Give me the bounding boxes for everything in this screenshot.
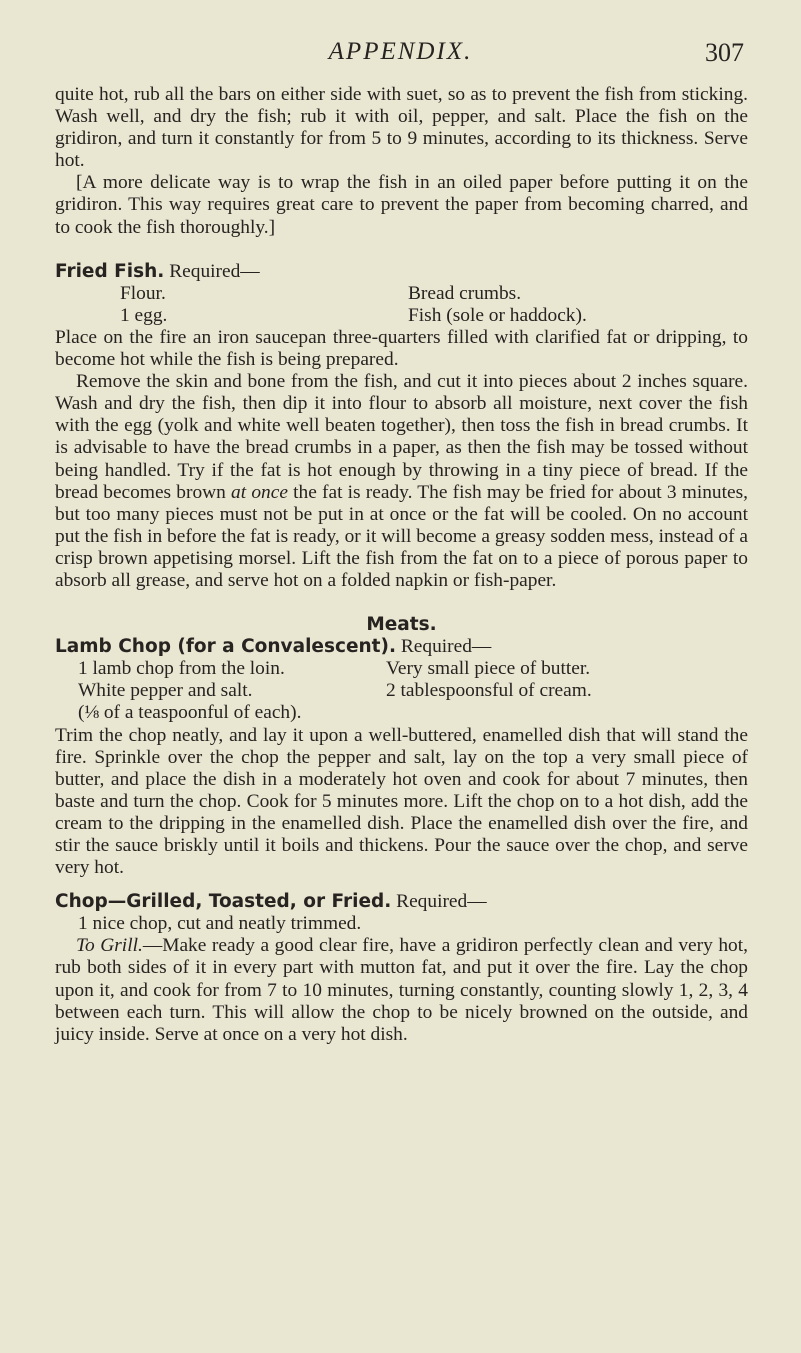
page-number: 307 bbox=[705, 38, 744, 67]
to-grill-label: To Grill. bbox=[76, 935, 143, 957]
lamb-chop-title: Lamb Chop (for a Convalescent). bbox=[55, 636, 396, 658]
ingredient-left: Flour. bbox=[120, 282, 166, 304]
lamb-chop-required: Required— bbox=[400, 636, 492, 658]
running-head: APPENDIX. bbox=[328, 38, 473, 65]
ingredient-right: Bread crumbs. bbox=[408, 282, 522, 304]
chop-grill-paragraph: To Grill.—Make ready a good clear fire, have a gridiron perfectly clean and very hot, rub both sides of it in every part with mutton fat, and put it over the fire. Lay the chop upon it, and cook for from 7 to 10 minutes, turning constantly, counting slowly 1, 2, 3, 4 between each turn. This will allow the chop to be nicely browned on the outside, and juicy inside. Serve at once on a very hot dish. bbox=[55, 935, 748, 1045]
fried-fish-paragraph-2: Remove the skin and bone from the fish, and cut it into pieces about 2 inches square. Wash and dry the fish, then dip it into flour to absorb all moisture, next cover the fish with the egg (yolk and white well beaten together), then toss the fish in bread crumbs. It is advisable to have the bread crumbs in a paper, as then the fish may be tossed without being handled. Try if the fat is hot enough by throwing in a tiny piece of bread. If the bread becomes brown at once the fat is ready. The fish may be fried for about 3 minutes, but too many pieces must not be put in at once or the fat will be cooled. On no account put the fish in before the fat is ready, or it will become a greasy sodden mess, instead of a crisp brown appetising morsel. Lift the fish from the fat on to a piece of porous paper to absorb all grease, and serve hot on a folded napkin or fish-paper. bbox=[55, 371, 749, 591]
intro-note-paragraph: [A more delicate way is to wrap the fish in an oiled paper before putting it on the gridiron. This way requires great care to prevent the paper from becoming charred, and to cook the fish thoroughly.] bbox=[55, 172, 748, 238]
fried-fish-ingredient-row bbox=[55, 283, 748, 305]
fried-fish-paragraph-1: Place on the fire an iron saucepan three-quarters filled with clarified fat or dripping, to become hot while the fish is being prepared. bbox=[55, 326, 748, 371]
intro-paragraph: quite hot, rub all the bars on either side with suet, so as to prevent the fish from sticking. Wash well, and dry the fish; rub it with oil, pepper, and salt. Place the fish on the gridiron, and turn it constantly for from 5 to 9 minutes, according to its thickness. Serve hot. bbox=[55, 84, 748, 172]
ingredient-left: White pepper and salt. bbox=[78, 680, 253, 702]
ingredient-right: Very small piece of butter. bbox=[386, 658, 591, 680]
fried-fish-title: Fried Fish. bbox=[55, 260, 165, 282]
chop-required: Required— bbox=[396, 891, 487, 913]
meats-section-title: Meats. bbox=[366, 614, 437, 636]
fried-fish-ingredient-row bbox=[55, 305, 748, 327]
lamb-chop-ingredient-row bbox=[55, 680, 748, 702]
emphasis-at-once: at once bbox=[231, 481, 288, 503]
page-header bbox=[0, 34, 801, 74]
lamb-chop-heading bbox=[55, 636, 748, 658]
ingredient-left: 1 egg. bbox=[120, 304, 168, 326]
ingredient-left: 1 lamb chop from the loin. bbox=[78, 658, 285, 680]
ingredient-right: Fish (sole or haddock). bbox=[408, 304, 587, 326]
chop-ingredient: 1 nice chop, cut and neatly trimmed. bbox=[78, 913, 362, 935]
chop-heading bbox=[55, 891, 748, 913]
page-body bbox=[55, 84, 748, 1046]
fried-fish-heading bbox=[55, 261, 748, 283]
lamb-chop-note: (⅛ of a teaspoonful of each). bbox=[78, 702, 302, 724]
lamb-chop-paragraph: Trim the chop neatly, and lay it upon a well-buttered, enamelled dish that will stand the fire. Sprinkle over the chop the pepper and salt, lay on the top a very small piece of butter, and place the dish in a moderately hot oven and cook for about 7 minutes, then baste and turn the chop. Cook for 5 minutes more. Lift the chop on to a hot dish, add the cream to the dripping in the enamelled dish. Place the enamelled dish over the fire, and stir the sauce briskly until it boils and thickens. Pour the sauce over the chop, and serve very hot. bbox=[55, 724, 748, 879]
chop-title: Chop—Grilled, Toasted, or Fried. bbox=[55, 891, 392, 913]
ingredient-right: 2 tablespoonsful of cream. bbox=[386, 680, 592, 702]
lamb-chop-ingredient-row bbox=[55, 658, 748, 680]
fried-fish-required: Required— bbox=[169, 260, 260, 282]
